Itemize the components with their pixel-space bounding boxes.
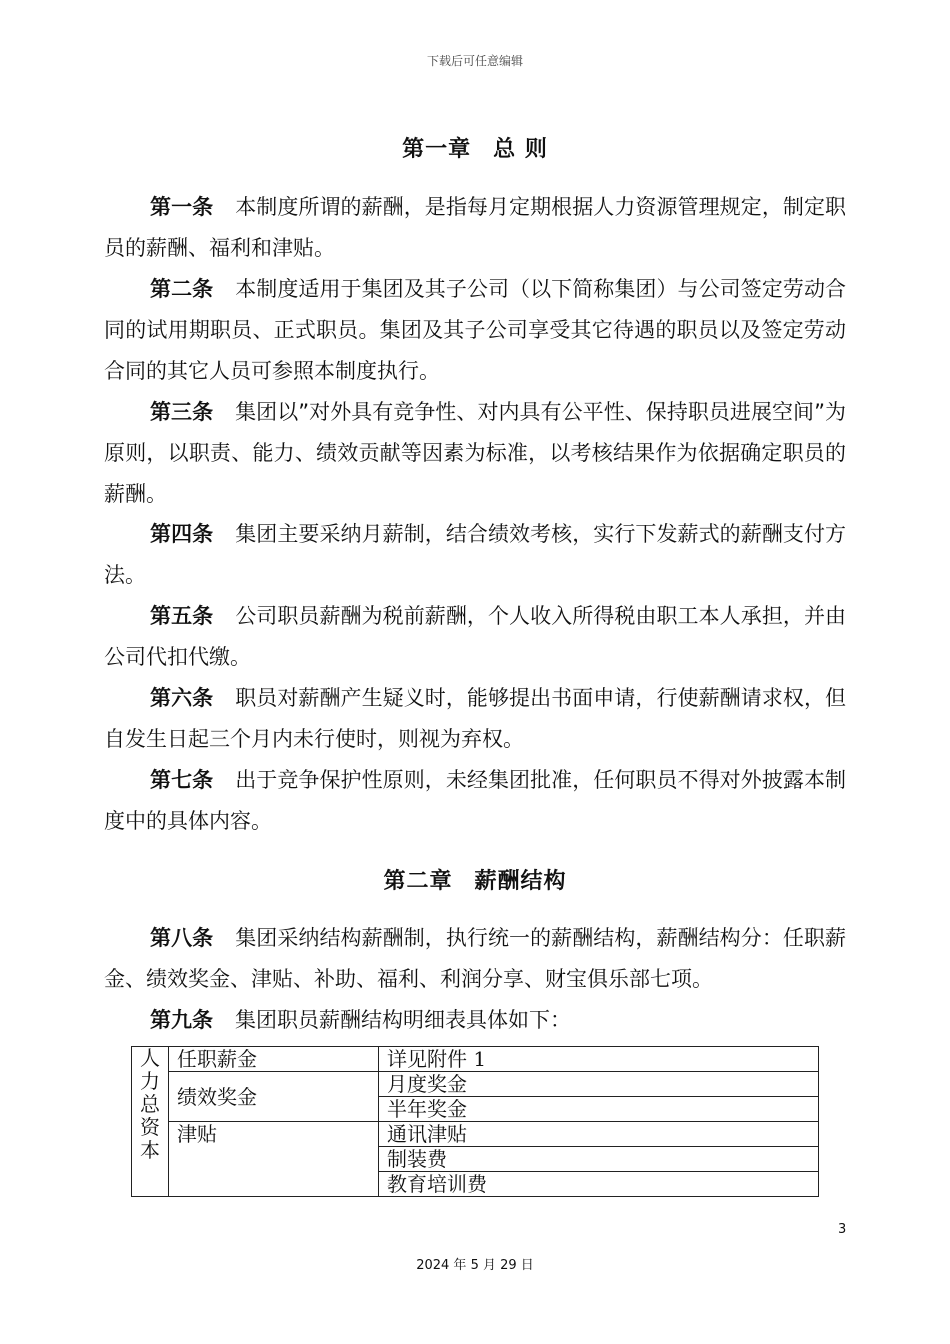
article-text: 职员对薪酬产生疑义时，能够提出书面申请，行使薪酬请求权，但自发生日起三个月内未行使时，则视为弃权。	[104, 686, 847, 751]
article-text: 集团以”对外具有竞争性、对内具有公平性、保持职员进展空间”为原则，以职责、能力、绩效贡献等因素为标准，以考核结果作为依据确定职员的薪酬。	[104, 400, 846, 506]
article-label: 第二条	[150, 277, 214, 301]
article-text: 集团主要采纳月薪制，结合绩效考核，实行下发薪式的薪酬支付方法。	[104, 522, 847, 587]
article-text: 公司职员薪酬为税前薪酬，个人收入所得税由职工本人承担，并由公司代扣代缴。	[104, 604, 847, 669]
category-cell: 绩效奖金	[169, 1072, 379, 1122]
article-text: 本制度所谓的薪酬，是指每月定期根据人力资源管理规定，制定职员的薪酬、福利和津贴。	[104, 195, 847, 260]
page-number: 3	[838, 1222, 847, 1237]
item-cell: 教育培训费	[379, 1172, 819, 1197]
article-label: 第七条	[150, 768, 214, 792]
item-cell: 详见附件 1	[379, 1047, 819, 1072]
article-label: 第八条	[150, 926, 214, 950]
category-cell: 津贴	[169, 1122, 379, 1197]
article-label: 第五条	[150, 604, 214, 628]
page-header: 下载后可任意编辑	[426, 54, 523, 68]
article-4	[104, 514, 846, 596]
article-9	[104, 1000, 846, 1041]
side-label-cell	[132, 1047, 169, 1197]
footer-date: 2024 年 5 月 29 日	[416, 1258, 534, 1273]
item-cell: 通讯津贴	[379, 1122, 819, 1147]
chapter-2-heading	[0, 864, 950, 895]
article-label: 第九条	[150, 1008, 213, 1032]
article-text: 出于竞争保护性原则，未经集团批准，任何职员不得对外披露本制度中的具体内容。	[104, 768, 847, 833]
chapter-1-heading	[0, 132, 950, 163]
article-5	[104, 596, 846, 678]
article-label: 第四条	[150, 522, 214, 546]
chapter-2-number: 第二章	[383, 869, 453, 894]
chapter-1-title: 总 则	[493, 137, 548, 162]
side-label: 人 力 总 资 本	[140, 1046, 160, 1162]
category-cell: 任职薪金	[169, 1047, 379, 1072]
chapter-2-title: 薪酬结构	[474, 869, 567, 894]
article-1	[104, 187, 846, 269]
article-label: 第三条	[150, 400, 214, 424]
article-8	[104, 918, 846, 1000]
article-3	[104, 392, 846, 515]
salary-structure-table	[131, 1046, 819, 1197]
table-row	[132, 1122, 819, 1147]
article-6	[104, 678, 846, 760]
item-cell: 制装费	[379, 1147, 819, 1172]
chapter-1-number: 第一章	[402, 137, 472, 162]
article-text: 本制度适用于集团及其子公司（以下简称集团）与公司签定劳动合同的试用期职员、正式职员。集团及其子公司享受其它待遇的职员以及签定劳动合同的其它人员可参照本制度执行。	[104, 277, 847, 383]
article-text: 集团职员薪酬结构明细表具体如下：	[235, 1008, 571, 1032]
item-cell: 月度奖金	[379, 1072, 819, 1097]
article-2	[104, 269, 846, 392]
table-row	[132, 1047, 819, 1072]
article-7	[104, 760, 846, 842]
item-cell: 半年奖金	[379, 1097, 819, 1122]
table-row	[132, 1072, 819, 1097]
article-label: 第一条	[150, 195, 214, 219]
article-label: 第六条	[150, 686, 214, 710]
article-text: 集团采纳结构薪酬制，执行统一的薪酬结构，薪酬结构分：任职薪金、绩效奖金、津贴、补助、福利、利润分享、财宝俱乐部七项。	[104, 926, 847, 991]
